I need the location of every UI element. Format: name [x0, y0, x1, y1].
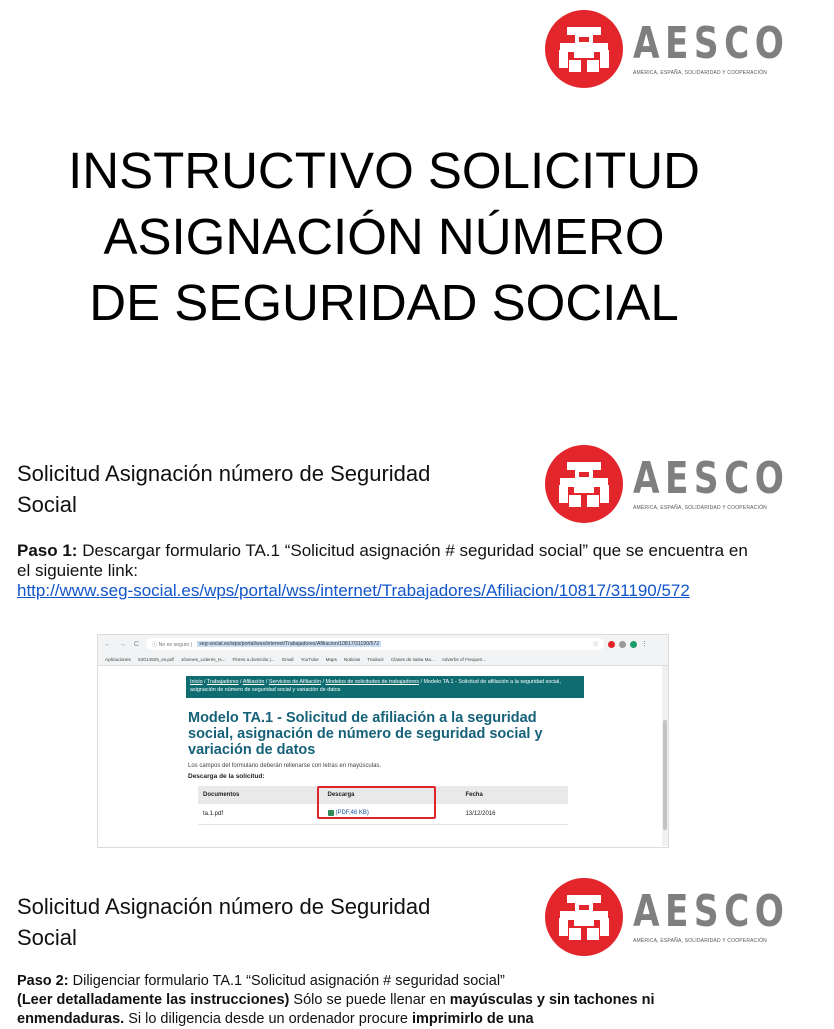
column-header: Descarga — [323, 786, 461, 804]
logo-wordmark: AESCO — [633, 453, 790, 504]
bookmark-item[interactable]: Noticias — [343, 656, 361, 662]
bookmark-item[interactable]: Adverbs of Frequen... — [441, 656, 487, 662]
form-note: Los campos del formulario deberán rellenarse con letras en mayúsculas. — [188, 763, 382, 769]
bookmark-item[interactable]: Gmail — [281, 656, 294, 662]
extension-icon[interactable] — [630, 641, 637, 648]
form-page-title: Modelo TA.1 - Solicitud de afiliación a la seguridad social, asignación de número de seguridad social y variación de datos — [188, 710, 543, 758]
section-title: Solicitud Asignación número de Seguridad Social — [17, 461, 431, 517]
download-size: (PDF,46 KB) — [335, 810, 369, 816]
bookmark-item[interactable]: Clases de salsa Ma... — [390, 656, 435, 662]
extension-icon[interactable] — [608, 641, 615, 648]
browser-nav-icons[interactable]: ← → C — [104, 640, 142, 648]
aesco-emblem-icon — [545, 878, 623, 956]
logo-tagline: AMÉRICA, ESPAÑA, SOLIDARIDAD Y COOPERACIÓN — [633, 505, 767, 511]
browser-screenshot — [97, 634, 669, 848]
aesco-emblem-icon — [545, 10, 623, 88]
breadcrumb-link[interactable]: Trabajadores — [207, 679, 239, 685]
title-line: DE SEGURIDAD SOCIAL — [89, 274, 679, 331]
bookmark-item[interactable]: Traducir — [367, 656, 384, 662]
browser-toolbar — [98, 635, 668, 653]
breadcrumb: Inicio / Trabajadores / Afiliación / Servicios de Afiliación / Modelos de solicitudes de trabajadores / Modelo TA.1 - Solicitud de afiliación a la seguridad social, asignación de número de seguridad social y variación de datos — [186, 676, 584, 698]
breadcrumb-link[interactable]: Afiliación — [242, 679, 265, 685]
logo-tagline: AMÉRICA, ESPAÑA, SOLIDARIDAD Y COOPERACIÓN — [633, 70, 767, 76]
step-text: Si lo diligencia desde un ordenador procure — [124, 1011, 412, 1027]
document-name: ta.1.pdf — [198, 804, 323, 825]
breadcrumb-link[interactable]: Inicio — [190, 679, 203, 685]
step-label: Paso 1: — [17, 541, 78, 560]
document-date: 13/12/2016 — [460, 804, 568, 825]
form-download-link[interactable]: http://www.seg-social.es/wps/portal/wss/internet/Trabajadores/Afiliacion/10817/31190/572 — [17, 581, 690, 600]
download-subheading: Descarga de la solicitud: — [188, 773, 265, 780]
url-text: seg-social.es/wps/portal/wss/internet/Trabajadores/Afiliacion/10817/31190/572 — [199, 641, 380, 647]
title-line: ASIGNACIÓN NÚMERO — [103, 208, 665, 265]
scrollbar[interactable] — [662, 666, 668, 846]
step-1-paragraph — [17, 541, 757, 601]
web-page-content — [98, 666, 668, 846]
extension-icon[interactable] — [619, 641, 626, 648]
step-2-paragraph — [17, 972, 757, 1029]
step-label: Paso 2: — [17, 973, 69, 989]
bookmarks-bar — [98, 653, 668, 666]
step-text: Sólo se puede llenar en — [289, 992, 450, 1008]
logo-tagline: AMÉRICA, ESPAÑA, SOLIDARIDAD Y COOPERACIÓN — [633, 938, 767, 944]
instruction-emphasis: mayúsculas y sin tachones ni enmendaduras. — [17, 992, 655, 1027]
instruction-emphasis: imprimirlo de una — [411, 1011, 534, 1027]
section-title: Solicitud Asignación número de Seguridad Social — [17, 894, 431, 950]
step-text: Descargar formulario TA.1 “Solicitud asignación # seguridad social” que se encuentra en el siguiente link: — [17, 541, 748, 580]
aesco-logo — [545, 445, 834, 523]
bookmark-item[interactable]: Aplicaciones — [105, 656, 131, 662]
step-text: Diligenciar formulario TA.1 “Solicitud asignación # seguridad social” — [68, 973, 505, 989]
breadcrumb-link[interactable]: Servicios de Afiliación — [268, 679, 321, 685]
security-indicator: ⓘ No es seguro | — [151, 641, 193, 648]
aesco-emblem-icon — [545, 445, 623, 523]
bookmark-item[interactable]: YouTube — [300, 656, 319, 662]
logo-wordmark: AESCO — [633, 18, 790, 69]
breadcrumb-link[interactable]: Modelos de solicitudes de trabajadores — [325, 679, 419, 685]
extension-icons — [608, 640, 648, 648]
scrollbar-thumb[interactable] — [663, 720, 667, 830]
bookmark-item[interactable]: S2014525_es.pdf — [137, 656, 174, 662]
instruction-emphasis: (Leer detalladamente las instrucciones) — [17, 992, 290, 1008]
aesco-logo — [545, 878, 834, 956]
aesco-logo — [545, 10, 834, 88]
bookmark-item[interactable]: Maps — [325, 656, 337, 662]
menu-icon[interactable]: ⋮ — [640, 641, 648, 648]
bookmark-item[interactable]: Jóvenes_Lideres_Is... — [180, 656, 226, 662]
column-header: Documentos — [198, 786, 323, 804]
star-icon[interactable]: ☆ — [592, 641, 599, 648]
address-bar[interactable] — [146, 638, 604, 650]
logo-wordmark: AESCO — [633, 886, 790, 937]
breadcrumb-current: Modelo TA.1 - Solicitud de afiliación a la seguridad social, asignación de número de seguridad social y variación de datos — [190, 679, 561, 693]
column-header: Fecha — [460, 786, 568, 804]
title-line: INSTRUCTIVO SOLICITUD — [68, 142, 700, 199]
page-title — [0, 138, 768, 336]
download-highlight-box — [317, 786, 436, 819]
bookmark-item[interactable]: Flores a domicilio |... — [232, 656, 275, 662]
